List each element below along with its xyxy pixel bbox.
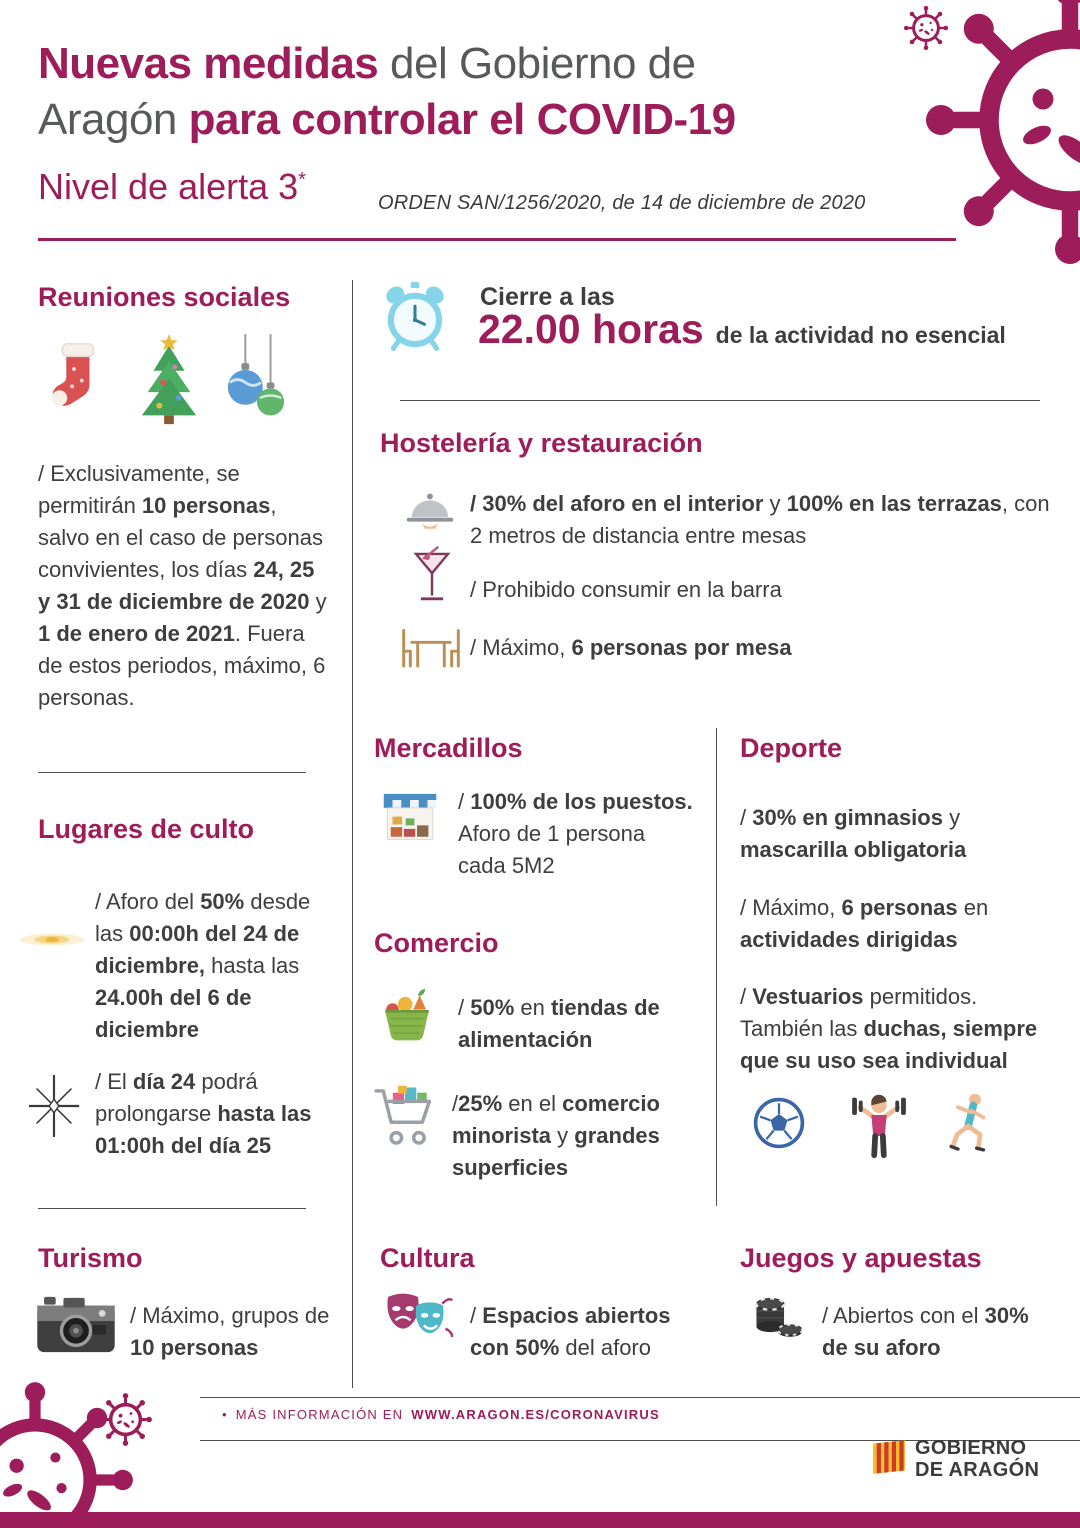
ball-icon xyxy=(752,1096,806,1155)
footer-info xyxy=(222,1407,660,1422)
stocking-icon xyxy=(45,338,103,432)
divider xyxy=(716,728,717,1206)
alert-asterisk: * xyxy=(298,169,306,191)
section-title-reuniones: Reuniones sociales xyxy=(38,282,291,312)
deporte-item-3-text: / Vestuarios permitidos. También las duchas, siempre que su uso sea individual xyxy=(740,984,1038,1073)
table-icon xyxy=(400,626,462,674)
divider xyxy=(352,280,353,1388)
market-stall-icon xyxy=(382,792,438,855)
footer-info-url[interactable]: WWW.ARAGON.ES/CORONAVIRUS xyxy=(411,1407,660,1422)
section-title-culto: Lugares de culto xyxy=(38,814,255,844)
section-title-comercio: Comercio xyxy=(374,928,499,958)
comercio-item-2-text: /25% en el comercio minorista y grandes superficies xyxy=(452,1091,660,1180)
section-title-mercadillos: Mercadillos xyxy=(374,733,523,763)
cocktail-icon xyxy=(412,546,452,615)
cultura-item-text: / Espacios abiertos con 50% del aforo xyxy=(470,1303,671,1360)
alarm-clock-icon xyxy=(382,282,448,356)
virus-icon xyxy=(0,1378,137,1528)
logo-line-2: DE ARAGÓN xyxy=(915,1458,1040,1481)
gobierno-aragon-logo xyxy=(872,1436,1039,1481)
culto-item-1-text: / Aforo del 50% desde las 00:00h del 24 de diciembre, hasta las 24.00h del 6 de diciembre xyxy=(95,889,311,1042)
page-title xyxy=(38,36,736,148)
section-title-hosteleria: Hostelería y restauración xyxy=(380,428,703,458)
weights-icon xyxy=(850,1090,908,1166)
virus-icon xyxy=(920,0,1080,270)
juegos-item-text: / Abiertos con el 30% de su aforo xyxy=(822,1303,1029,1360)
section-title-cultura: Cultura xyxy=(380,1243,475,1273)
hosteleria-item-2-text: / Prohibido consumir en la barra xyxy=(470,577,782,602)
runner-icon xyxy=(946,1092,992,1160)
title-plain-1: del Gobierno de xyxy=(378,39,696,88)
closing-label: Cierre a las xyxy=(480,283,615,311)
hosteleria-item-3-text: / Máximo, 6 personas por mesa xyxy=(470,635,792,660)
star-icon xyxy=(24,1074,84,1143)
section-title-deporte: Deporte xyxy=(740,733,843,763)
divider xyxy=(38,1208,306,1209)
alert-level xyxy=(38,166,306,208)
section-title-turismo: Turismo xyxy=(38,1243,143,1273)
title-accent-1: Nuevas medidas xyxy=(38,39,379,88)
divider xyxy=(38,772,306,773)
hosteleria-item-1-text: / 30% del aforo en el interior y 100% en las terrazas, con 2 metros de distancia entre mesas xyxy=(470,491,1050,548)
deporte-item-2-text: / Máximo, 6 personas en actividades dirigidas xyxy=(740,895,989,952)
turismo-item-text: / Máximo, grupos de 10 personas xyxy=(130,1303,330,1360)
cloche-icon xyxy=(404,490,456,535)
closing-rest: de la actividad no esencial xyxy=(715,322,1006,348)
camera-icon xyxy=(36,1294,116,1359)
glow-icon xyxy=(18,920,86,964)
tree-icon xyxy=(130,332,208,434)
masks-icon xyxy=(383,1292,453,1352)
closing-time: 22.00 horas xyxy=(478,306,704,352)
comercio-item-1-text: / 50% en tiendas de alimentación xyxy=(458,995,660,1052)
order-reference: ORDEN SAN/1256/2020, de 14 de diciembre de 2020 xyxy=(378,192,866,214)
header-rule xyxy=(38,238,956,241)
deporte-item-1-text: / 30% en gimnasios y mascarilla obligatoria xyxy=(740,805,967,862)
basket-icon xyxy=(378,986,436,1049)
mercadillos-item-text: / 100% de los puestos. Aforo de 1 persona cada 5M2 xyxy=(458,789,693,878)
alert-level-text: Nivel de alerta 3 xyxy=(38,166,299,207)
aragon-flag-icon xyxy=(872,1436,906,1481)
culto-item-2-text: / El día 24 podrá prolongarse hasta las 01:00h del día 25 xyxy=(95,1069,312,1158)
reuniones-text: / Exclusivamente, se permitirán 10 personas, salvo en el caso de personas convivientes, los días 24, 25 y 31 de diciembre de 2020 y 1 de enero de 2021. Fuera de estos periodos, máximo, 6 personas. xyxy=(38,461,327,710)
divider xyxy=(400,400,1040,401)
logo-line-1: GOBIERNO xyxy=(915,1436,1027,1459)
baubles-icon xyxy=(224,334,288,436)
chips-icon xyxy=(752,1292,804,1347)
bullet: • xyxy=(222,1407,228,1422)
title-accent-2: para controlar el COVID-19 xyxy=(188,95,736,144)
divider xyxy=(200,1397,1080,1398)
title-plain-2: Aragón xyxy=(38,95,189,144)
bottom-bar xyxy=(0,1512,1080,1528)
cart-icon xyxy=(372,1084,438,1155)
section-title-juegos: Juegos y apuestas xyxy=(740,1243,982,1273)
closing-line xyxy=(478,306,1006,353)
footer-info-label: MÁS INFORMACIÓN EN xyxy=(235,1407,404,1422)
logo-text xyxy=(915,1437,1039,1481)
